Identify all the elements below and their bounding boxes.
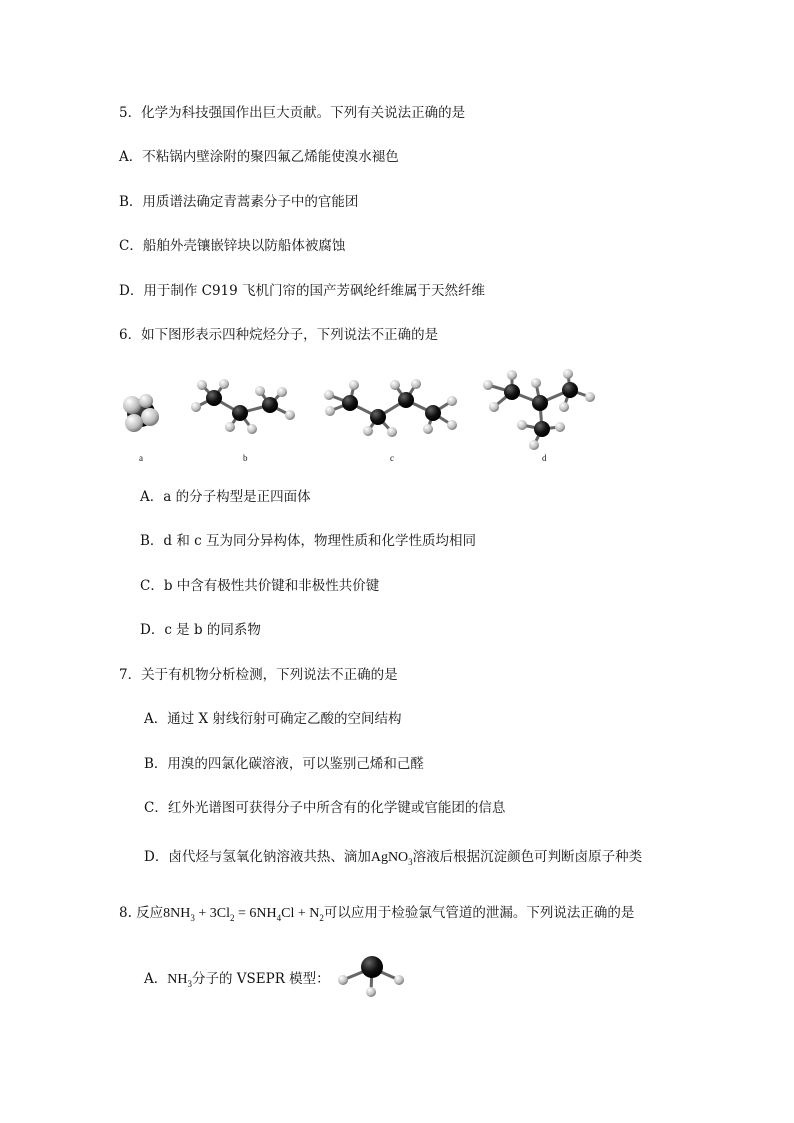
q5-option-a: A．不粘锅内壁涂附的聚四氟乙烯能使溴水褪色: [119, 149, 399, 165]
q7-stem: 7．关于有机物分析检测，下列说法不正确的是: [119, 667, 398, 683]
q6-option-d: D．c 是 b 的同系物: [140, 622, 261, 638]
figure-label-b: b: [243, 453, 248, 463]
alkane-molecules-figure: [110, 365, 640, 470]
q8-option-a: A．$NH_3$分子的 VSEPR 模型：: [144, 971, 330, 989]
q7-option-b: B．用溴的四氯化碳溶液，可以鉴别己烯和己醛: [144, 756, 424, 772]
q8-stem: [119, 904, 634, 927]
reagent-formula: AgNO$_3$: [370, 850, 413, 867]
ammonia-formula: $NH_3$: [167, 972, 192, 989]
q6-stem: 6．如下图形表示四种烷烃分子，下列说法不正确的是: [119, 327, 439, 343]
q5-option-b: B．用质谱法确定青蒿素分子中的官能团: [119, 194, 359, 210]
reaction-equation: $8NH_3 + 3Cl_2 = 6NH_4Cl + N_2$: [163, 906, 324, 923]
q7-option-d-post: 溶液后根据沉淀颜色可判断卤原子种类: [412, 849, 643, 865]
q6-option-b: B．d 和 c 互为同分异构体，物理性质和化学性质均相同: [140, 533, 476, 549]
q7-option-d-pre: D．卤代烃与氢氧化钠溶液共热、滴加: [144, 849, 371, 865]
q7-option-c: C．红外光谱图可获得分子中所含有的化学键或官能团的信息: [144, 800, 506, 816]
q6-option-a: A．a 的分子构型是正四面体: [140, 489, 311, 505]
nh3-vsepr-model-figure: [330, 950, 410, 1000]
q5-option-c: C．船舶外壳镶嵌锌块以防船体被腐蚀: [119, 238, 346, 254]
q8-stem-pre: 8. 反应: [119, 905, 164, 921]
q5-stem: 5．化学为科技强国作出巨大贡献。下列有关说法正确的是: [119, 105, 466, 121]
q7-option-a: A．通过 X 射线衍射可确定乙酸的空间结构: [144, 711, 402, 727]
figure-label-d: d: [542, 453, 547, 463]
figure-label-c: c: [390, 453, 394, 463]
figure-label-a: a: [139, 453, 143, 463]
q6-option-c: C．b 中含有极性共价键和非极性共价键: [140, 578, 380, 594]
q5-option-d: D．用于制作 C919 飞机门帘的国产芳砜纶纤维属于天然纤维: [119, 283, 486, 299]
q8-stem-post: 可以应用于检验氯气管道的泄漏。下列说法正确的是: [323, 905, 635, 921]
molecule-a-methane: [123, 394, 159, 432]
q7-option-d: [144, 848, 642, 871]
